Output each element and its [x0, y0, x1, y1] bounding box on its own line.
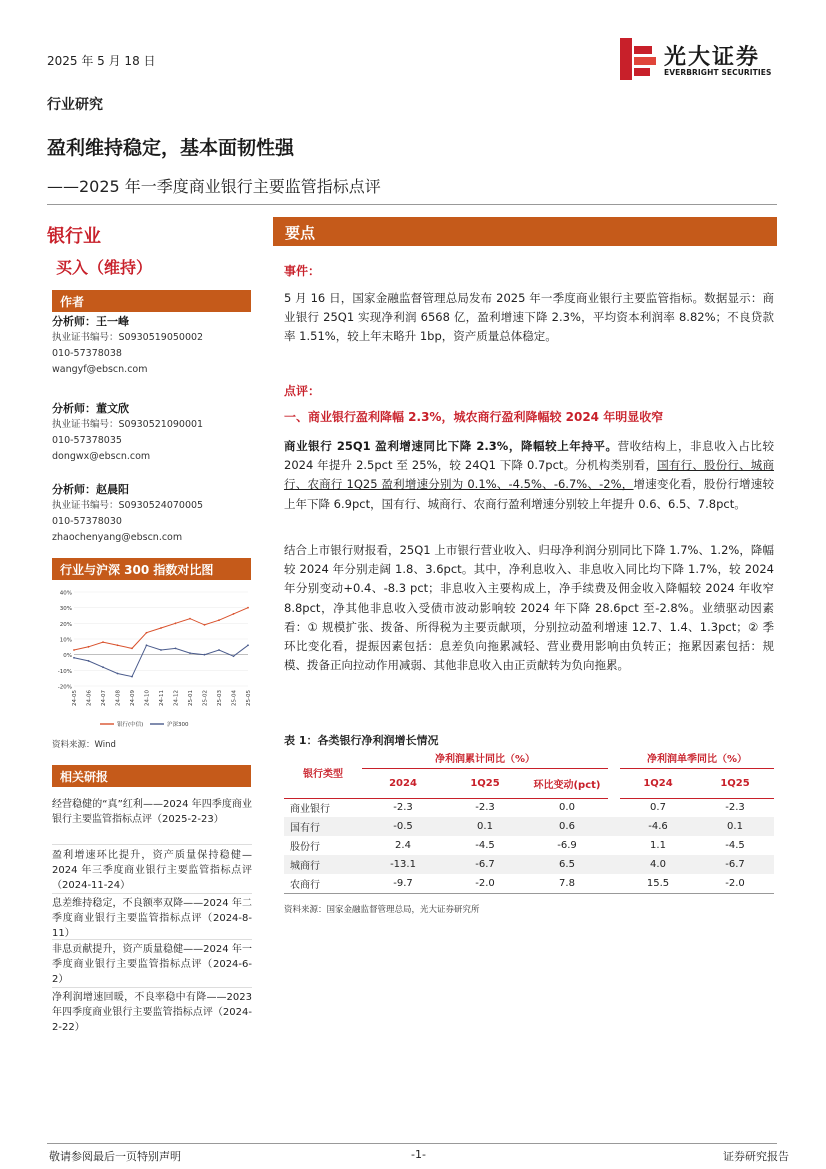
- related-report-link[interactable]: 息差维持稳定，不良额率双降——2024 年二季度商业银行主要监管指标点评（2024-8-11）: [52, 898, 252, 939]
- x-tick-label: 24-07: [101, 690, 107, 706]
- data-point: [189, 652, 191, 654]
- page-number: -1-: [411, 1148, 426, 1161]
- cell: -6.7: [444, 855, 526, 874]
- analyst-email[interactable]: dongwx@ebscn.com: [52, 451, 151, 462]
- spacer: [608, 836, 620, 855]
- rating: 买入（维持）: [56, 258, 153, 277]
- report-title: 盈利维持稳定，基本面韧性强: [47, 137, 295, 159]
- event-label: 事件：: [284, 264, 321, 278]
- table-row: [284, 855, 774, 874]
- analyst-name: 分析师：赵晨阳: [52, 483, 129, 496]
- authors-header: 作者: [52, 290, 251, 312]
- data-point: [117, 644, 119, 646]
- related-report-link[interactable]: 经营稳健的“真”红利——2024 年四季度商业银行主要监管指标点评（2025-2-23）: [52, 799, 252, 825]
- data-point: [102, 641, 104, 643]
- related-report-link[interactable]: 非息贡献提升，资产质量稳健——2024 年一季度商业银行主要监管指标点评（2024-6-2）: [52, 944, 252, 985]
- analyst-card: [52, 314, 252, 378]
- y-tick-label: 20%: [59, 621, 72, 628]
- analyst-email[interactable]: wangyf@ebscn.com: [52, 364, 148, 375]
- cell: 4.0: [620, 855, 696, 874]
- y-tick-label: -10%: [57, 668, 72, 675]
- legend-label: 沪深300: [167, 722, 189, 728]
- row-label: 股份行: [290, 842, 320, 853]
- analyst-phone: 010-57378038: [52, 348, 122, 359]
- analyst-name: 分析师：王一峰: [52, 315, 129, 328]
- analyst-name: 分析师：董文欣: [52, 402, 129, 415]
- footer-disclaimer[interactable]: 敬请参阅最后一页特别声明: [49, 1150, 181, 1163]
- spacer: [608, 798, 620, 817]
- divider: [52, 987, 252, 988]
- data-point: [233, 613, 235, 615]
- data-point: [175, 648, 177, 650]
- spacer: [608, 748, 620, 768]
- data-point: [131, 648, 133, 650]
- spacer: [608, 817, 620, 836]
- y-tick-label: 0%: [63, 653, 72, 660]
- chart-svg: [52, 584, 252, 734]
- report-subtitle: ——2025 年一季度商业银行主要监管指标点评: [47, 177, 381, 196]
- logo-text-cn: 光大证券: [664, 45, 761, 70]
- x-tick-label: 25-04: [231, 690, 238, 706]
- table-row: [284, 836, 774, 855]
- report-category: 行业研究: [47, 97, 103, 113]
- data-point: [175, 622, 177, 624]
- x-tick-label: 24-06: [86, 690, 93, 706]
- cell: 0.1: [696, 817, 774, 836]
- x-tick-label: 25-05: [246, 690, 252, 706]
- cell: -2.3: [725, 802, 745, 814]
- data-point: [102, 666, 104, 668]
- y-tick-label: 10%: [59, 637, 72, 644]
- analyst-cert: 执业证书编号：S0930519050002: [52, 332, 204, 343]
- data-point: [160, 649, 162, 651]
- footer-divider: [47, 1143, 777, 1144]
- cell: 1.1: [650, 840, 666, 851]
- industry-name: 银行业: [47, 226, 101, 247]
- company-logo: [620, 38, 780, 84]
- data-point: [204, 654, 206, 656]
- data-point: [131, 676, 133, 678]
- x-tick-label: 24-05: [72, 690, 78, 706]
- data-point: [247, 607, 249, 609]
- cell: 6.5: [526, 855, 608, 874]
- col-header: 1Q24: [620, 768, 696, 798]
- table-row: [284, 798, 774, 817]
- cell: 0.0: [559, 802, 575, 814]
- data-point: [160, 627, 162, 629]
- row-label: 城商行: [284, 855, 362, 874]
- data-point: [88, 646, 90, 648]
- related-report-link[interactable]: 盈利增速环比提升，资产质量保持稳健—2024 年三季度商业银行主要监管指标点评（2024-11-24）: [52, 850, 252, 891]
- cell: 0.1: [444, 817, 526, 836]
- paragraph-1-text-a: 营收结构上，非息收入占比较 2024 年提升 2.5pct 至 25%，较 24Q1 下降 0.7pct。分机构类别看，: [284, 439, 775, 473]
- cell: -6.9: [557, 840, 577, 851]
- x-tick-label: 25-01: [188, 690, 194, 706]
- row-label: 国有行: [284, 817, 362, 836]
- data-point: [247, 644, 249, 646]
- x-tick-label: 25-03: [217, 690, 223, 706]
- legend-label: 银行(中信): [117, 722, 144, 728]
- divider: [52, 844, 252, 845]
- x-tick-label: 25-02: [202, 690, 209, 706]
- col-header: 1Q25: [696, 768, 774, 798]
- event-paragraph: 5 月 16 日，国家金融监督管理总局发布 2025 年一季度商业银行主要监管指标。数据显示：商业银行 25Q1 实现净利润 6568 亿，盈利增速下降 2.3%，平均资本利润率 8.82%；不良贷款率 1.51%，较上年末略升 1bp，资产质量总体稳定。: [284, 291, 774, 344]
- x-tick-label: 24-12: [173, 690, 180, 706]
- col-header: 1Q25: [444, 768, 526, 798]
- key-points-header: 要点: [273, 217, 777, 246]
- cell: 0.7: [650, 802, 666, 814]
- divider: [52, 893, 252, 894]
- cell: 0.6: [526, 817, 608, 836]
- cell: -4.6: [620, 817, 696, 836]
- x-tick-label: 24-11: [159, 690, 165, 706]
- cell: 7.8: [559, 877, 575, 889]
- footer-report-type: 证券研究报告: [723, 1150, 789, 1163]
- data-point: [73, 649, 75, 651]
- paragraph-1-lead: 商业银行 25Q1 盈利增速同比下降 2.3%，降幅较上年持平。: [284, 439, 618, 453]
- header-divider: [47, 204, 777, 205]
- table-source: 资料来源：国家金融监督管理总局，光大证券研究所: [284, 905, 480, 915]
- cell: -2.3: [393, 802, 413, 814]
- related-report-link[interactable]: 净利润增速回暖，不良率稳中有降——2023 年四季度商业银行主要监管指标点评（2024-2-22）: [52, 992, 252, 1033]
- divider: [52, 939, 252, 940]
- analyst-cert: 执业证书编号：S0930524070005: [52, 500, 204, 511]
- cell: 2.4: [395, 840, 411, 851]
- col-bank-type: 银行类型: [284, 748, 362, 798]
- table-row: [284, 817, 774, 836]
- y-tick-label: -20%: [57, 684, 72, 691]
- chart-source: 资料来源：Wind: [52, 740, 116, 750]
- cell: -4.5: [475, 840, 495, 851]
- y-tick-label: 30%: [59, 606, 72, 613]
- comment-heading: 一、商业银行盈利降幅 2.3%，城农商行盈利降幅较 2024 年明显收窄: [284, 410, 664, 424]
- cell: -9.7: [393, 877, 413, 889]
- analyst-email[interactable]: zhaochenyang@ebscn.com: [52, 532, 183, 543]
- spacer: [608, 768, 620, 798]
- analyst-card: [52, 401, 252, 465]
- row-label: 农商行: [290, 879, 320, 891]
- y-tick-label: 40%: [59, 590, 72, 597]
- analyst-cert: 执业证书编号：S0930521090001: [52, 419, 204, 430]
- paragraph-1-text-b: 增速变化看，股份行增速较上年下降 6.9pct，国有行、城商行、农商行盈利增速分别较上年提升 0.6、6.5、7.8pct。: [284, 477, 775, 511]
- data-point: [88, 660, 90, 662]
- paragraph-1: [284, 437, 774, 514]
- cell: 15.5: [646, 877, 670, 889]
- cell: -2.0: [725, 877, 745, 889]
- row-label: 商业银行: [290, 804, 330, 816]
- paragraph-2: 结合上市银行财报看，25Q1 上市银行营业收入、归母净利润分别同比下降 1.7%、1.2%，降幅较 2024 年分别走阔 1.8、3.6pct。其中，净利息收入、非息收入同比均下降 1.7%，较 2024 年分别变动+0.4、-8.3 pct；非息收入主要构成上，净手续费及佣金收入降幅较 2024 年收窄 8.8pct，净其他非息收入受债市波动影响较 2024 年下降 28.6pct 至-2.8%。业绩驱动因素看：① 规模扩张、拨备、所得税为主要贡献项，分别拉动盈利增速 12.7、1.4、1.3pct；② 季环比变化看，提振因素包括：息差负向拖累减轻、营业费用影响由负转正；拖累因素包括：规模、拨备正向拉动作用减弱、其他非息收入由正贡献转为负向拖累。: [284, 543, 774, 673]
- logo-text-en: EVERBRIGHT SECURITIES: [664, 68, 772, 77]
- table-row: [284, 874, 774, 893]
- analyst-card: [52, 482, 252, 546]
- chart-header: 行业与沪深 300 指数对比图: [52, 558, 251, 580]
- spacer: [608, 855, 620, 874]
- data-point: [204, 624, 206, 626]
- cell: -2.3: [475, 802, 495, 814]
- spacer: [608, 874, 620, 893]
- x-tick-label: 24-09: [130, 690, 136, 706]
- data-point: [117, 673, 119, 675]
- data-point: [146, 632, 148, 634]
- table-title: 表 1：各类银行净利润增长情况: [284, 734, 439, 747]
- x-tick-label: 24-08: [115, 690, 122, 706]
- col-header: 2024: [362, 768, 444, 798]
- paragraph-1-underlined: 国有行、股份行、城商行、农商行 1Q25 盈利增速分别为 0.1%、-4.5%、-6.7%、-2%，: [284, 458, 775, 492]
- cell: -13.1: [362, 855, 444, 874]
- x-tick-label: 24-10: [144, 690, 151, 706]
- analyst-phone: 010-57378035: [52, 435, 122, 446]
- col-header: 环比变动(pct): [526, 768, 608, 798]
- report-date: 2025 年 5 月 18 日: [47, 54, 156, 68]
- group-quarterly: 净利润单季同比（%）: [620, 748, 774, 768]
- data-point: [146, 644, 148, 646]
- analyst-phone: 010-57378030: [52, 516, 122, 527]
- data-point: [189, 618, 191, 620]
- related-header: 相关研报: [52, 765, 251, 787]
- cell: -6.7: [696, 855, 774, 874]
- index-comparison-chart: [52, 584, 252, 734]
- logo-mark-icon: [620, 38, 656, 80]
- cell: -4.5: [725, 840, 745, 851]
- cell: -0.5: [362, 817, 444, 836]
- data-point: [233, 655, 235, 657]
- comment-label: 点评：: [284, 384, 321, 398]
- group-cumulative: 净利润累计同比（%）: [362, 748, 608, 768]
- data-point: [218, 619, 220, 621]
- data-point: [73, 657, 75, 659]
- cell: -2.0: [475, 877, 495, 889]
- net-profit-table: [284, 748, 774, 894]
- data-point: [218, 649, 220, 651]
